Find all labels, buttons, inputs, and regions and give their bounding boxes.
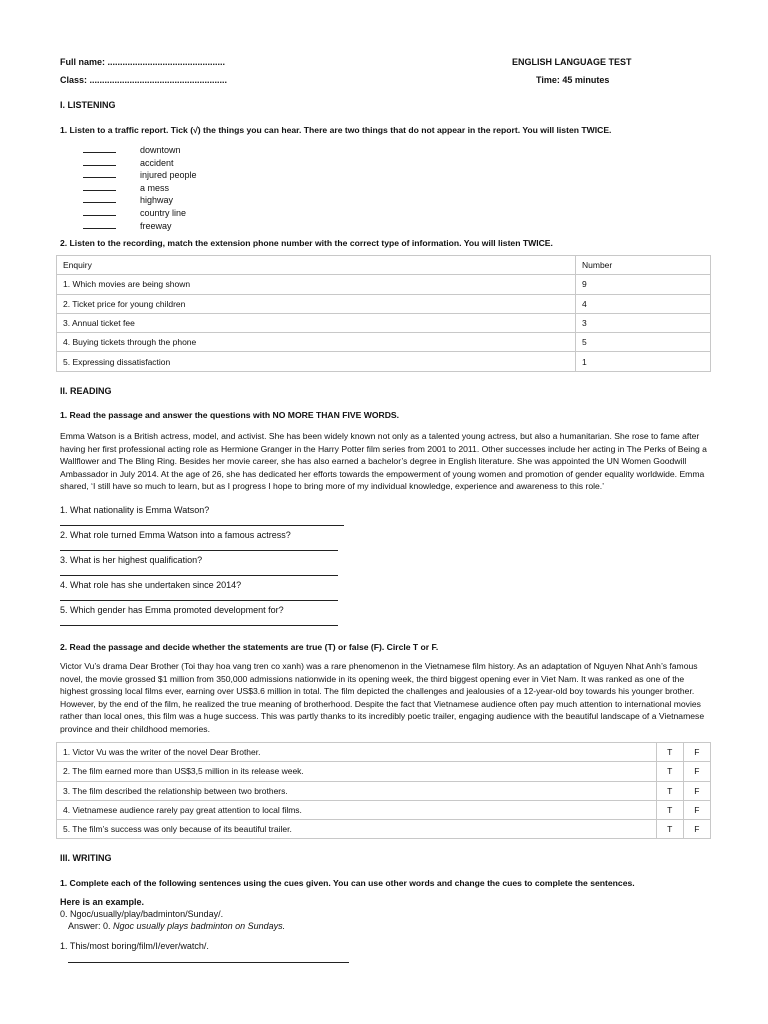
answer-line[interactable] bbox=[60, 625, 338, 626]
list-item: a mess bbox=[83, 182, 197, 195]
true-option[interactable]: T bbox=[656, 743, 683, 762]
list-item: country line bbox=[83, 207, 197, 220]
false-option[interactable]: F bbox=[683, 820, 710, 839]
table-row bbox=[57, 762, 711, 781]
listening-title: I. LISTENING bbox=[60, 100, 116, 110]
example-answer: Ngoc usually plays badminton on Sundays. bbox=[113, 921, 286, 931]
list-item: injured people bbox=[83, 169, 197, 182]
statement-cell: 2. The film earned more than US$3,5 million in its release week. bbox=[57, 762, 657, 781]
example-answer-label: Answer: 0. bbox=[68, 921, 111, 931]
reading-q1-instruction: 1. Read the passage and answer the questions with NO MORE THAN FIVE WORDS. bbox=[60, 410, 400, 420]
writing-title: III. WRITING bbox=[60, 853, 112, 863]
table-row bbox=[57, 294, 711, 313]
table-cell: 5 bbox=[576, 333, 711, 352]
table-cell: 9 bbox=[576, 275, 711, 294]
false-option[interactable]: F bbox=[683, 762, 710, 781]
table-header-row bbox=[57, 256, 711, 275]
reading-passage-1: Emma Watson is a British actress, model, and activist. She has been widely known not only as a talented young actress, but also a humanitarian. She rose to fame after having her first professional acting role as Hermione Granger in the Harry Potter film series from 2001 to 2011. Other successes include her acting in The Perks of Being a Wallflower and The Bling Ring. Besides her movie career, she has also earned a bachelor’s degree in English literature. She was appointed the UN Women Goodwill Ambassador in July 2014. At the age of 26, she has dedicated her efforts towards the empowerment of young women and promotion of gender equality worldwide. Emma shared, ‘I still have so much to learn, but as I progress I hope to bring more of my individual knowledge, experience and awareness to this role.’ bbox=[60, 431, 707, 492]
table-cell: 2. Ticket price for young children bbox=[57, 294, 576, 313]
answer-line[interactable] bbox=[60, 525, 344, 526]
answer-line[interactable] bbox=[60, 575, 338, 576]
reading-question-1: 1. What nationality is Emma Watson? bbox=[60, 505, 210, 515]
listening-q2-instruction: 2. Listen to the recording, match the extension phone number with the correct type of information. You will listen TWICE. bbox=[60, 238, 553, 248]
reading-question-5: 5. Which gender has Emma promoted development for? bbox=[60, 605, 284, 615]
table-header: Enquiry bbox=[57, 256, 576, 275]
table-row bbox=[57, 820, 711, 839]
table-cell: 4 bbox=[576, 294, 711, 313]
reading-question-4: 4. What role has she undertaken since 2014? bbox=[60, 580, 242, 590]
table-row bbox=[57, 313, 711, 332]
true-option[interactable]: T bbox=[656, 762, 683, 781]
test-title: ENGLISH LANGUAGE TEST bbox=[512, 57, 632, 67]
true-false-table bbox=[56, 742, 711, 839]
tick-blank[interactable] bbox=[83, 194, 116, 203]
reading-question-2: 2. What role turned Emma Watson into a famous actress? bbox=[60, 530, 291, 540]
table-row bbox=[57, 333, 711, 352]
example-label: Here is an example. bbox=[60, 897, 145, 907]
true-option[interactable]: T bbox=[656, 820, 683, 839]
listening-q1-list bbox=[83, 144, 197, 232]
tick-blank[interactable] bbox=[83, 220, 116, 229]
statement-cell: 4. Vietnamese audience rarely pay great attention to local films. bbox=[57, 800, 657, 819]
table-cell: 4. Buying tickets through the phone bbox=[57, 333, 576, 352]
table-row bbox=[57, 800, 711, 819]
true-option[interactable]: T bbox=[656, 781, 683, 800]
test-time: Time: 45 minutes bbox=[536, 75, 610, 85]
false-option[interactable]: F bbox=[683, 800, 710, 819]
true-option[interactable]: T bbox=[656, 800, 683, 819]
list-item: freeway bbox=[83, 220, 197, 233]
statement-cell: 1. Victor Vu was the writer of the novel Dear Brother. bbox=[57, 743, 657, 762]
tick-blank[interactable] bbox=[83, 144, 116, 153]
tick-blank[interactable] bbox=[83, 157, 116, 166]
example-answer-row bbox=[68, 921, 285, 931]
answer-line[interactable] bbox=[60, 600, 338, 601]
table-cell: 3 bbox=[576, 313, 711, 332]
reading-title: II. READING bbox=[60, 386, 112, 396]
answer-line[interactable] bbox=[68, 962, 349, 963]
reading-passage-2: Victor Vu’s drama Dear Brother (Toi thay hoa vang tren co xanh) was a rare phenomenon in the Vietnamese film history. As an adaptation of Nguyen Nhat Anh’s famous novel, the movie grossed $1 million from 350,000 admissions nationwide in its opening week, the third biggest opening ever in Viet Nam. It was ranked as one of the highest grossing local films ever, earning over US$3.6 million in total. The film depicted the challenges and jealousies of a 12-year-old boy towards his younger brother. However, by the end of the film, he realized the true meaning of brotherhood. Despite the fact that Vietnamese audience often pay much attention to international movies rather than local ones, this film was a huge success. This was partly thanks to its incredibly poetic trailer, engaging audience with the beautiful landscape of a Vietnamese province and their childhood memories. bbox=[60, 661, 705, 734]
tick-blank[interactable] bbox=[83, 182, 116, 191]
tick-blank[interactable] bbox=[83, 207, 116, 216]
table-cell: 5. Expressing dissatisfaction bbox=[57, 352, 576, 371]
table-cell: 1. Which movies are being shown bbox=[57, 275, 576, 294]
table-header: Number bbox=[576, 256, 711, 275]
reading-question-3: 3. What is her highest qualification? bbox=[60, 555, 203, 565]
table-row bbox=[57, 743, 711, 762]
table-row bbox=[57, 352, 711, 371]
list-item: accident bbox=[83, 157, 197, 170]
statement-cell: 3. The film described the relationship between two brothers. bbox=[57, 781, 657, 800]
tick-blank[interactable] bbox=[83, 169, 116, 178]
enquiry-table bbox=[56, 255, 711, 372]
reading-q2-instruction: 2. Read the passage and decide whether the statements are true (T) or false (F). Circle T or F. bbox=[60, 642, 439, 652]
listening-q1-instruction: 1. Listen to a traffic report. Tick (√) the things you can hear. There are two things that do not appear in the report. You will listen TWICE. bbox=[60, 125, 612, 135]
answer-line[interactable] bbox=[60, 550, 338, 551]
statement-cell: 5. The film’s success was only because of its beautiful trailer. bbox=[57, 820, 657, 839]
list-item: downtown bbox=[83, 144, 197, 157]
table-row bbox=[57, 275, 711, 294]
writing-q1-instruction: 1. Complete each of the following sentences using the cues given. You can use other words and change the cues to complete the sentences. bbox=[60, 878, 635, 888]
class-field[interactable]: Class: ....................................................... bbox=[60, 75, 228, 85]
writing-item-1: 1. This/most boring/film/I/ever/watch/. bbox=[60, 941, 209, 951]
list-item: highway bbox=[83, 194, 197, 207]
false-option[interactable]: F bbox=[683, 781, 710, 800]
false-option[interactable]: F bbox=[683, 743, 710, 762]
table-row bbox=[57, 781, 711, 800]
table-cell: 3. Annual ticket fee bbox=[57, 313, 576, 332]
example-cue: 0. Ngoc/usually/play/badminton/Sunday/. bbox=[60, 909, 224, 919]
table-cell: 1 bbox=[576, 352, 711, 371]
full-name-field[interactable]: Full name: ............................................... bbox=[60, 57, 226, 67]
